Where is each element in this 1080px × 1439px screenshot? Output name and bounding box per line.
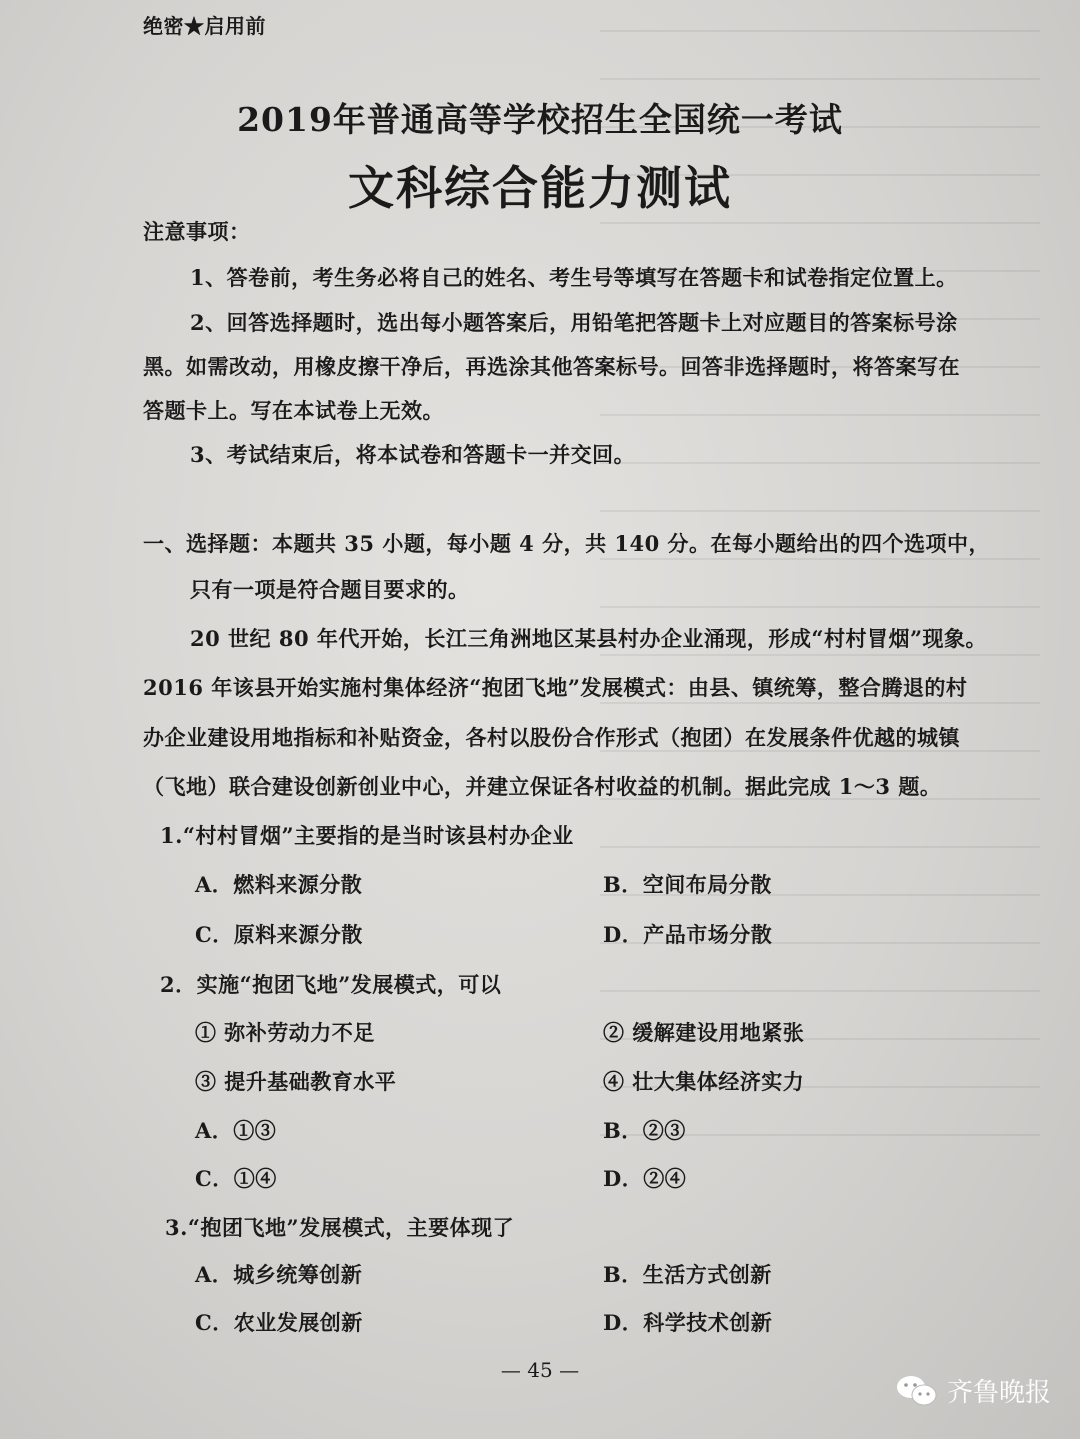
q2-statement-4: ④ 壮大集体经济实力 bbox=[603, 1069, 805, 1094]
notice-item: 答题卡上。写在本试卷上无效。 bbox=[143, 398, 444, 423]
exam-subtitle: 文科综合能力测试 bbox=[348, 161, 732, 215]
q1-option-c: C．原料来源分散 bbox=[195, 922, 363, 947]
secret-label: 绝密★启用前 bbox=[143, 14, 266, 38]
notice-heading: 注意事项： bbox=[143, 219, 251, 244]
q2-statement-2: ② 缓解建设用地紧张 bbox=[603, 1020, 805, 1045]
notice-item: 黑。如需改动，用橡皮擦干净后，再选涂其他答案标号。回答非选择题时，将答案写在 bbox=[143, 354, 960, 379]
question-1-stem: 1.“村村冒烟”主要指的是当时该县村办企业 bbox=[160, 823, 574, 848]
notice-item: 2、回答选择题时，选出每小题答案后，用铅笔把答题卡上对应题目的答案标号涂 bbox=[190, 310, 958, 335]
passage-line: 办企业建设用地指标和补贴资金，各村以股份合作形式（抱团）在发展条件优越的城镇 bbox=[143, 725, 960, 750]
passage-line: （飞地）联合建设创新创业中心，并建立保证各村收益的机制。据此完成 1～3 题。 bbox=[143, 774, 942, 799]
q2-statement-3: ③ 提升基础教育水平 bbox=[195, 1069, 397, 1094]
q2-option-d: D．②④ bbox=[603, 1166, 687, 1191]
q2-statement-1: ① 弥补劳动力不足 bbox=[195, 1020, 375, 1045]
section-heading: 一、选择题：本题共 35 小题，每小题 4 分，共 140 分。在每小题给出的四个选项中， bbox=[143, 531, 991, 556]
q1-option-d: D．产品市场分散 bbox=[603, 922, 773, 947]
wechat-icon bbox=[895, 1373, 939, 1409]
question-3-stem: 3.“抱团飞地”发展模式，主要体现了 bbox=[165, 1215, 515, 1240]
notice-item: 3、考试结束后，将本试卷和答题卡一并交回。 bbox=[190, 442, 636, 467]
q3-option-b: B．生活方式创新 bbox=[603, 1262, 772, 1287]
question-2-stem: 2．实施“抱团飞地”发展模式，可以 bbox=[160, 972, 502, 997]
watermark bbox=[895, 1372, 1051, 1409]
section-heading-cont: 只有一项是符合题目要求的。 bbox=[190, 577, 470, 602]
q2-option-a: A．①③ bbox=[195, 1118, 277, 1143]
q1-option-b: B．空间布局分散 bbox=[603, 872, 772, 897]
passage-line: 20 世纪 80 年代开始，长江三角洲地区某县村办企业涌现，形成“村村冒烟”现象。 bbox=[190, 626, 988, 651]
q2-option-b: B．②③ bbox=[603, 1118, 686, 1143]
q1-option-a: A．燃料来源分散 bbox=[195, 872, 363, 897]
exam-title: 2019年普通高等学校招生全国统一考试 bbox=[237, 100, 843, 139]
watermark-text: 齐鲁晚报 bbox=[947, 1378, 1052, 1408]
q2-option-c: C．①④ bbox=[195, 1166, 277, 1191]
q3-option-d: D．科学技术创新 bbox=[603, 1310, 773, 1335]
q3-option-c: C．农业发展创新 bbox=[195, 1310, 363, 1335]
q3-option-a: A．城乡统筹创新 bbox=[195, 1262, 363, 1287]
page-number: — 45 — bbox=[500, 1358, 580, 1382]
notice-item: 1、答卷前，考生务必将自己的姓名、考生号等填写在答题卡和试卷指定位置上。 bbox=[190, 265, 958, 290]
passage-line: 2016 年该县开始实施村集体经济“抱团飞地”发展模式：由县、镇统筹，整合腾退的村 bbox=[143, 675, 968, 700]
